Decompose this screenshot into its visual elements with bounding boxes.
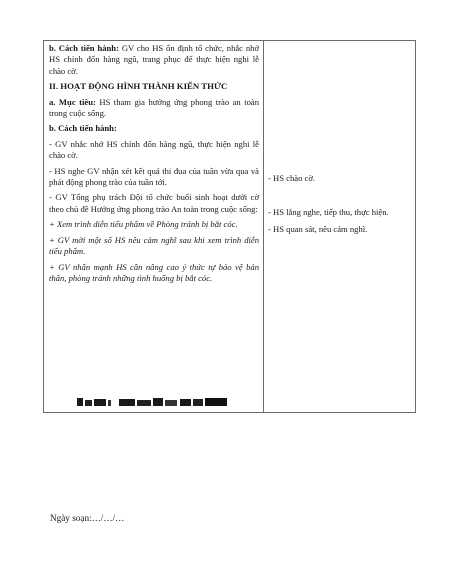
a-text: HS tham gia hưởng ứng phong trào an toàn trong cuộc sống. — [49, 96, 259, 119]
step-b-intro — [49, 43, 259, 77]
teacher-activity-column — [49, 43, 259, 288]
student-response-3: - HS quan sát, nêu cảm nghĩ. — [268, 224, 368, 234]
student-response-2: - HS lắng nghe, tiếp thu, thực hiện. — [268, 207, 389, 217]
b2-label: b. Cách tiến hành: — [49, 123, 117, 134]
b1-label: b. Cách tiến hành: — [49, 43, 119, 53]
italic-step-1: + Xem trình diễn tiểu phẩm về Phòng tránh bị bắt cóc. — [49, 219, 238, 230]
italic-step-2: + GV mời một số HS nêu cảm nghĩ sau khi xem trình diễn tiểu phẩm. — [49, 234, 259, 257]
lesson-table — [43, 40, 416, 413]
column-divider — [263, 41, 264, 412]
objective — [49, 97, 259, 120]
step-1: - GV nhắc nhở HS chỉnh đốn hàng ngũ, thực hiện nghi lễ chào cờ. — [49, 138, 259, 161]
b1-text: GV cho HS ổn định tổ chức, nhắc nhở HS chỉnh đốn hàng ngũ, trang phục để thực hiện nghi lễ chào cờ. — [49, 43, 259, 76]
date-line: Ngày soạn:…/…/… — [50, 513, 125, 523]
italic-step-3: + GV nhấn mạnh HS cần nâng cao ý thức tự bảo vệ bản thân, phòng tránh những tình huống bị bắt cóc. — [49, 261, 259, 283]
section-2-title: II. HOẠT ĐỘNG HÌNH THÀNH KIẾN THỨC — [49, 81, 228, 92]
student-response-1: - HS chào cờ. — [268, 173, 316, 183]
redacted-text-mark — [77, 396, 227, 407]
step-2: - HS nghe GV nhận xét kết quả thi đua của tuần vừa qua và phát động phong trào của tuần tới. — [49, 165, 259, 188]
step-3: - GV Tổng phụ trách Đội tổ chức buổi sinh hoạt dưới cờ theo chủ đề Hưởng ứng phong trào An toàn trong cuộc sống: — [49, 192, 259, 214]
a-label: a. Mục tiêu: — [49, 96, 96, 107]
